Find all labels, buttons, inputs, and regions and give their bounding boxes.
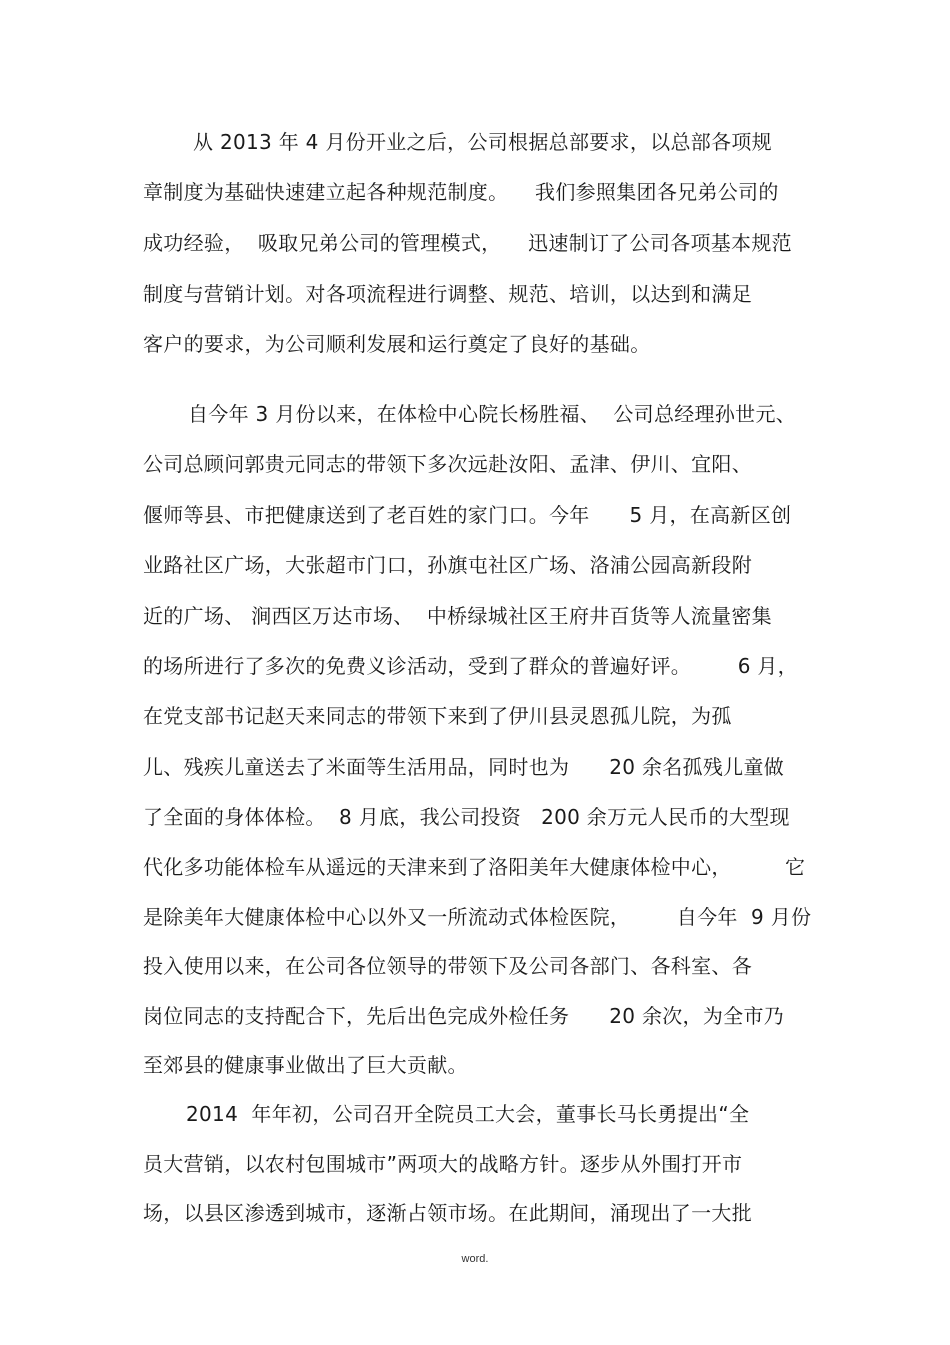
paragraph-line: 的场所进行了多次的免费义诊活动，受到了群众的普遍好评。 6 月，	[143, 654, 798, 678]
paragraph-line: 是除美年大健康体检中心以外又一所流动式体检医院， 自今年 9 月份	[143, 905, 812, 929]
paragraph-line: 自今年 3 月份以来，在体检中心院长杨胜福、 公司总经理孙世元、	[188, 402, 797, 426]
page-footer: word.	[461, 1253, 489, 1265]
paragraph-line: 章制度为基础快速建立起各种规范制度。 我们参照集团各兄弟公司的	[143, 180, 779, 204]
paragraph-line: 业路社区广场，大张超市门口，孙旗屯社区广场、洛浦公园高新段附	[143, 553, 752, 577]
paragraph-line: 员大营销，以农村包围城市”两项大的战略方针。逐步从外围打开市	[143, 1152, 743, 1176]
paragraph-line: 近的广场、 涧西区万达市场、 中桥绿城社区王府井百货等人流量密集	[143, 604, 772, 628]
paragraph-line: 了全面的身体体检。 8 月底，我公司投资 200 余万元人民币的大型现	[143, 805, 790, 829]
paragraph-line: 2014 年年初，公司召开全院员工大会，董事长马长勇提出“全	[186, 1102, 750, 1126]
paragraph-line: 在党支部书记赵天来同志的带领下来到了伊川县灵恩孤儿院，为孤	[143, 704, 732, 728]
paragraph-line: 投入使用以来，在公司各位领导的带领下及公司各部门、各科室、各	[143, 954, 752, 978]
paragraph-line: 场，以县区渗透到城市，逐渐占领市场。在此期间，涌现出了一大批	[143, 1201, 752, 1225]
paragraph-line: 公司总顾问郭贵元同志的带领下多次远赴汝阳、孟津、伊川、宜阳、	[143, 452, 752, 476]
paragraph-line: 岗位同志的支持配合下，先后出色完成外检任务 20 余次，为全市乃	[143, 1004, 785, 1028]
paragraph-line: 成功经验， 吸取兄弟公司的管理模式， 迅速制订了公司各项基本规范	[143, 231, 792, 255]
paragraph-line: 偃师等县、市把健康送到了老百姓的家门口。今年 5 月，在高新区创	[143, 503, 792, 527]
paragraph-line: 从 2013 年 4 月份开业之后，公司根据总部要求，以总部各项规	[193, 130, 772, 154]
paragraph-line: 制度与营销计划。对各项流程进行调整、规范、培训，以达到和满足	[143, 282, 752, 306]
paragraph-line: 至郊县的健康事业做出了巨大贡献。	[143, 1053, 468, 1077]
paragraph-line: 儿、残疾儿童送去了米面等生活用品，同时也为 20 余名孤残儿童做	[143, 755, 785, 779]
paragraph-line: 代化多功能体检车从遥远的天津来到了洛阳美年大健康体检中心， 它	[143, 855, 806, 879]
paragraph-line: 客户的要求，为公司顺利发展和运行奠定了良好的基础。	[143, 332, 651, 356]
